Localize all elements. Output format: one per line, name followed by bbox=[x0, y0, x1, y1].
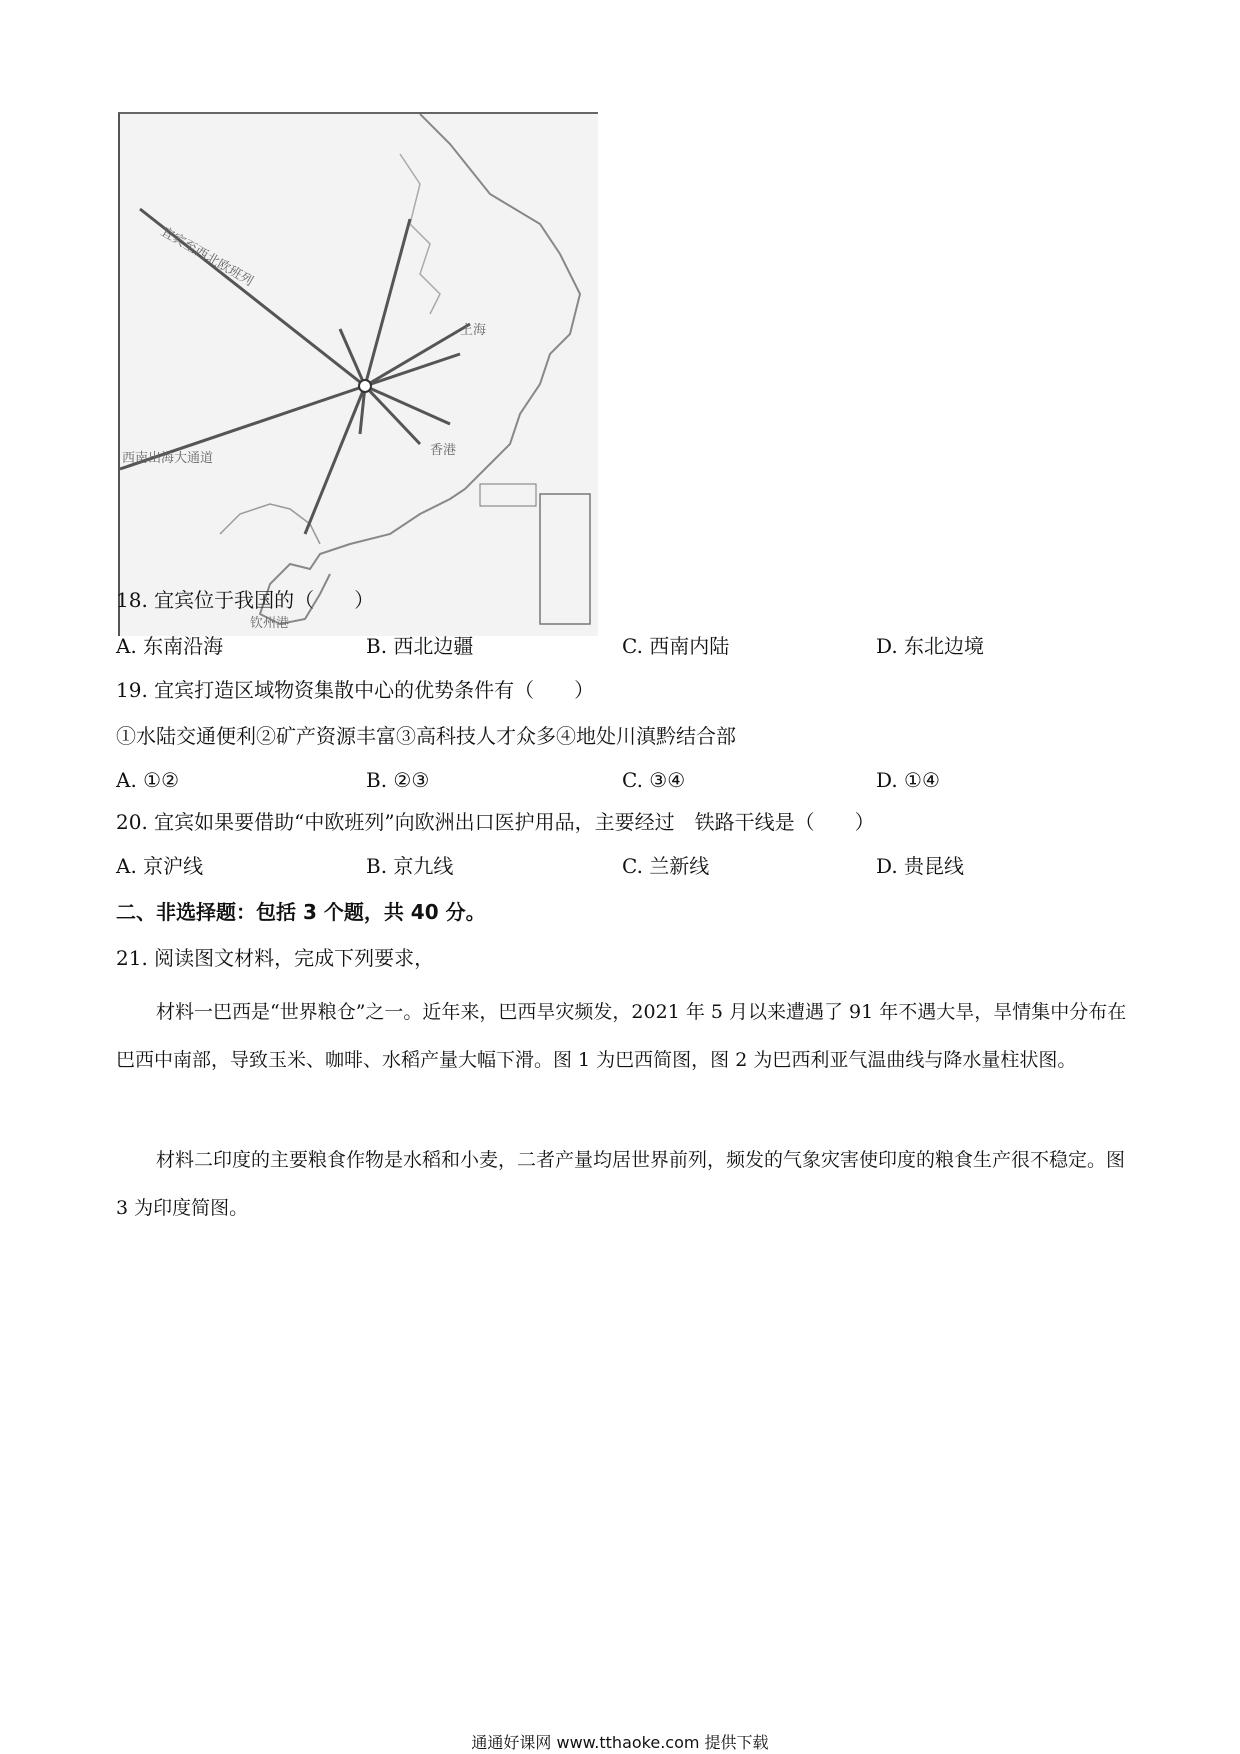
footer-watermark: 通通好课网 www.tthaoke.com 提供下载 bbox=[471, 1733, 769, 1752]
q20-option-b[interactable]: B. 京九线 bbox=[366, 854, 454, 878]
q18-option-a[interactable]: A. 东南沿海 bbox=[116, 634, 224, 658]
southwest-border bbox=[220, 504, 320, 544]
route-map bbox=[120, 114, 598, 636]
q19-option-a[interactable]: A. ①② bbox=[116, 768, 180, 792]
yibin-marker bbox=[359, 380, 371, 392]
q19-items: ①水陆交通便利②矿产资源丰富③高科技人才众多④地处川滇黔结合部 bbox=[116, 724, 736, 748]
label-route-2: 西南出海大通道 bbox=[122, 451, 214, 466]
rail-routes bbox=[120, 209, 470, 534]
label-shanghai: 上海 bbox=[460, 323, 487, 338]
q19-option-c[interactable]: C. ③④ bbox=[622, 768, 686, 792]
label-route-1: 宜宾至西北欧班列 bbox=[158, 224, 256, 290]
q19-option-d[interactable]: D. ①④ bbox=[876, 768, 940, 792]
q19-stem: 19. 宜宾打造区域物资集散中心的优势条件有（ ） bbox=[116, 678, 595, 702]
q18-stem: 18. 宜宾位于我国的（ ） bbox=[116, 588, 375, 612]
q21-material-1: 材料一巴西是“世界粮仓”之一。近年来，巴西旱灾频发，2021 年 5 月以来遭遇了 91 年不遇大旱，旱情集中分布在巴西中南部，导致玉米、咖啡、水稻产量大幅下滑。图 1 为巴西简图，图 2 为巴西利亚气温曲线与降水量柱状图。 bbox=[116, 1001, 1127, 1071]
label-box bbox=[480, 484, 536, 506]
q18-option-c[interactable]: C. 西南内陆 bbox=[622, 634, 730, 658]
label-qinzhou: 钦州港 bbox=[250, 616, 290, 631]
q18-option-b[interactable]: B. 西北边疆 bbox=[366, 634, 474, 658]
q18-option-d[interactable]: D. 东北边境 bbox=[876, 634, 985, 658]
q20-option-c[interactable]: C. 兰新线 bbox=[622, 854, 710, 878]
route-map-figure bbox=[118, 112, 598, 636]
q19-option-b[interactable]: B. ②③ bbox=[366, 768, 430, 792]
q21-stem: 21. 阅读图文材料，完成下列要求， bbox=[116, 946, 435, 970]
q20-option-a[interactable]: A. 京沪线 bbox=[116, 854, 204, 878]
q20-option-d[interactable]: D. 贵昆线 bbox=[876, 854, 965, 878]
q20-stem: 20. 宜宾如果要借助“中欧班列”向欧洲出口医护用品，主要经过 铁路干线是（ ） bbox=[116, 810, 875, 834]
inset-box bbox=[540, 494, 590, 624]
q21-material-2: 材料二印度的主要粮食作物是水稻和小麦，二者产量均居世界前列，频发的气象灾害使印度的粮食生产很不稳定。图 3 为印度简图。 bbox=[116, 1149, 1126, 1219]
section-heading: 二、非选择题：包括 3 个题，共 40 分。 bbox=[116, 900, 486, 924]
label-hongkong: 香港 bbox=[430, 443, 457, 458]
